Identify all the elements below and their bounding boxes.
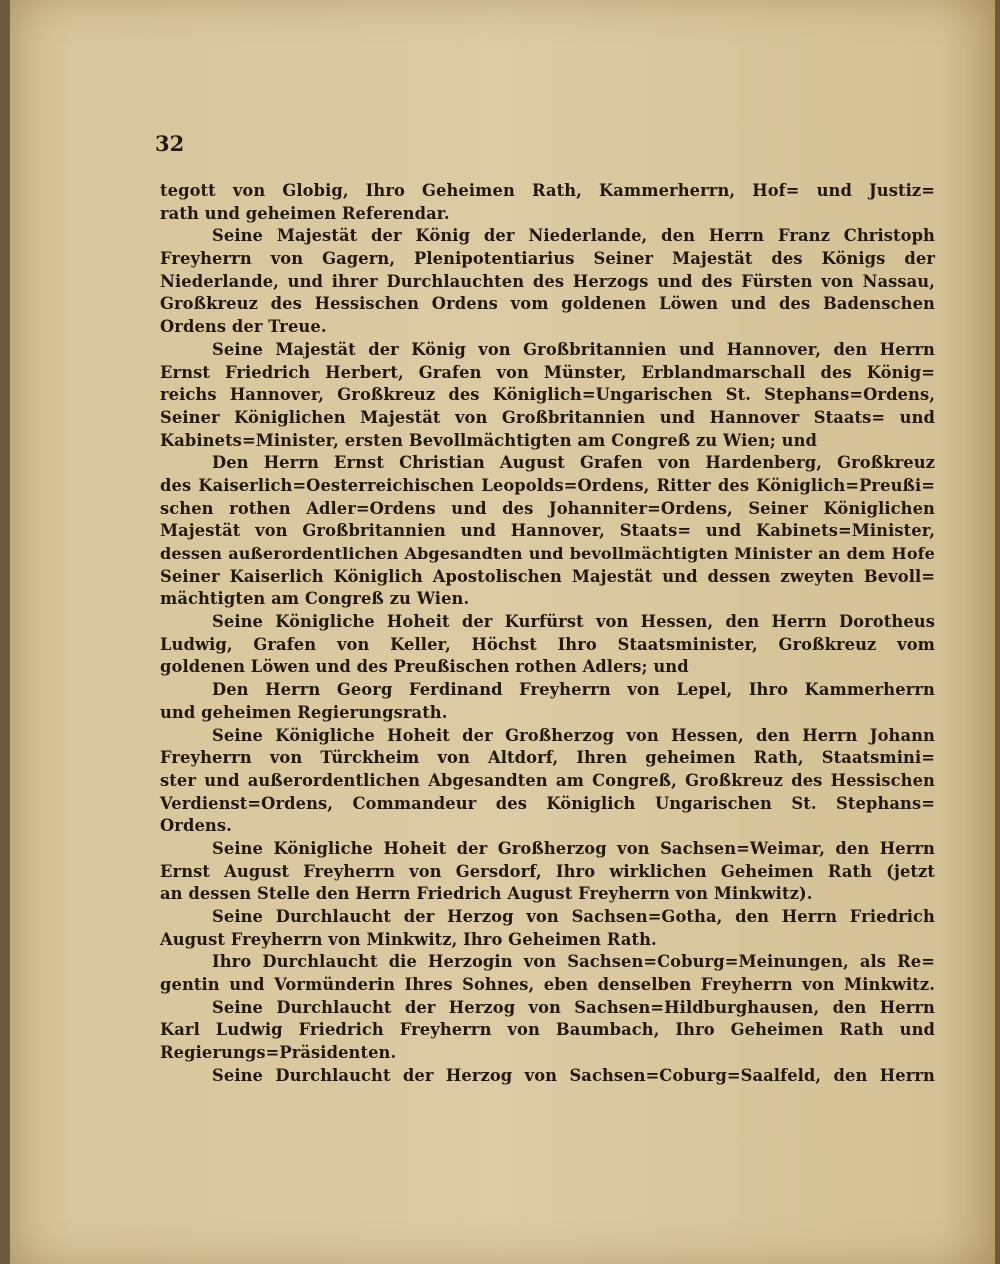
text-line: Seine Majestät der König von Großbritannien und Hannover, den Herrn bbox=[212, 339, 935, 359]
text-line: Ludwig, Grafen von Keller, Höchst Ihro Staatsminister, Großkreuz vom bbox=[160, 634, 935, 654]
text-line: Seiner Königlichen Majestät von Großbritannien und Hannover Staats= und bbox=[160, 407, 935, 427]
text-line: Karl Ludwig Friedrich Freyherrn von Baumbach, Ihro Geheimen Rath und bbox=[160, 1020, 935, 1040]
text-line: Großkreuz des Hessischen Ordens vom goldenen Löwen und des Badenschen bbox=[160, 294, 935, 314]
document-page bbox=[10, 0, 995, 1264]
text-line: Ordens. bbox=[160, 816, 232, 836]
text-line: Freyherrn von Türckheim von Altdorf, Ihren geheimen Rath, Staatsmini= bbox=[160, 748, 935, 768]
text-line: Kabinets=Minister, ersten Bevollmächtigten am Congreß zu Wien; und bbox=[160, 430, 818, 450]
text-line: Seine Königliche Hoheit der Großherzog von Sachsen=Weimar, den Herrn bbox=[212, 838, 935, 858]
text-line: mächtigten am Congreß zu Wien. bbox=[160, 589, 470, 609]
text-line: tegott von Globig, Ihro Geheimen Rath, Kammerherrn, Hof= und Justiz= bbox=[160, 181, 935, 200]
text-line: reichs Hannover, Großkreuz des Königlich=Ungarischen St. Stephans=Ordens, bbox=[160, 385, 935, 405]
text-line: Freyherrn von Gagern, Plenipotentiarius Seiner Majestät des Königs der bbox=[160, 249, 935, 269]
text-line: und geheimen Regierungsrath. bbox=[160, 702, 448, 722]
text-line: dessen außerordentlichen Abgesandten und bevollmächtigten Minister an dem Hofe bbox=[160, 544, 935, 563]
text-line: Seine Durchlaucht der Herzog von Sachsen=Gotha, den Herrn Friedrich bbox=[212, 907, 935, 926]
text-line: Majestät von Großbritannien und Hannover, Staats= und Kabinets=Minister, bbox=[160, 521, 935, 541]
text-line: goldenen Löwen und des Preußischen rothen Adlers; und bbox=[160, 657, 689, 677]
text-line: Den Herrn Ernst Christian August Grafen von Hardenberg, Großkreuz bbox=[212, 453, 935, 473]
body-text bbox=[160, 180, 935, 1088]
text-line: Ordens der Treue. bbox=[160, 317, 327, 337]
text-line: an dessen Stelle den Herrn Friedrich August Freyherrn von Minkwitz). bbox=[160, 884, 813, 904]
text-line: Verdienst=Ordens, Commandeur des Königlich Ungarischen St. Stephans= bbox=[160, 793, 935, 813]
text-line: schen rothen Adler=Ordens und des Johanniter=Ordens, Seiner Königlichen bbox=[160, 498, 935, 518]
text-line: August Freyherrn von Minkwitz, Ihro Geheimen Rath. bbox=[160, 929, 657, 949]
text-line: Niederlande, und ihrer Durchlauchten des Herzogs und des Fürsten von Nassau, bbox=[160, 271, 935, 291]
text-line: Seine Durchlaucht der Herzog von Sachsen=Coburg=Saalfeld, den Herrn bbox=[212, 1065, 935, 1085]
page-number: 32 bbox=[155, 131, 185, 156]
text-line: rath und geheimen Referendar. bbox=[160, 203, 450, 223]
text-line: gentin und Vormünderin Ihres Sohnes, eben denselben Freyherrn von Minkwitz. bbox=[160, 975, 935, 995]
text-line: Ernst August Freyherrn von Gersdorf, Ihro wirklichen Geheimen Rath (jetzt bbox=[160, 861, 935, 881]
text-line: Seine Majestät der König der Niederlande, den Herrn Franz Christoph bbox=[212, 226, 935, 246]
text-line: Regierungs=Präsidenten. bbox=[160, 1043, 397, 1063]
text-line: Seine Durchlaucht der Herzog von Sachsen=Hildburghausen, den Herrn bbox=[212, 997, 935, 1017]
text-line: Seiner Kaiserlich Königlich Apostolischen Majestät und dessen zweyten Bevoll= bbox=[160, 566, 935, 586]
text-line: Seine Königliche Hoheit der Kurfürst von Hessen, den Herrn Dorotheus bbox=[212, 612, 935, 632]
text-line: Seine Königliche Hoheit der Großherzog von Hessen, den Herrn Johann bbox=[212, 725, 935, 745]
text-line: Ihro Durchlaucht die Herzogin von Sachsen=Coburg=Meinungen, als Re= bbox=[212, 952, 935, 972]
text-line: ster und außerordentlichen Abgesandten am Congreß, Großkreuz des Hessischen bbox=[160, 770, 935, 790]
text-line: des Kaiserlich=Oesterreichischen Leopolds=Ordens, Ritter des Königlich=Preußi= bbox=[160, 475, 935, 495]
text-line: Ernst Friedrich Herbert, Grafen von Münster, Erblandmarschall des König= bbox=[160, 362, 935, 382]
text-line: Den Herrn Georg Ferdinand Freyherrn von Lepel, Ihro Kammerherrn bbox=[212, 680, 935, 700]
